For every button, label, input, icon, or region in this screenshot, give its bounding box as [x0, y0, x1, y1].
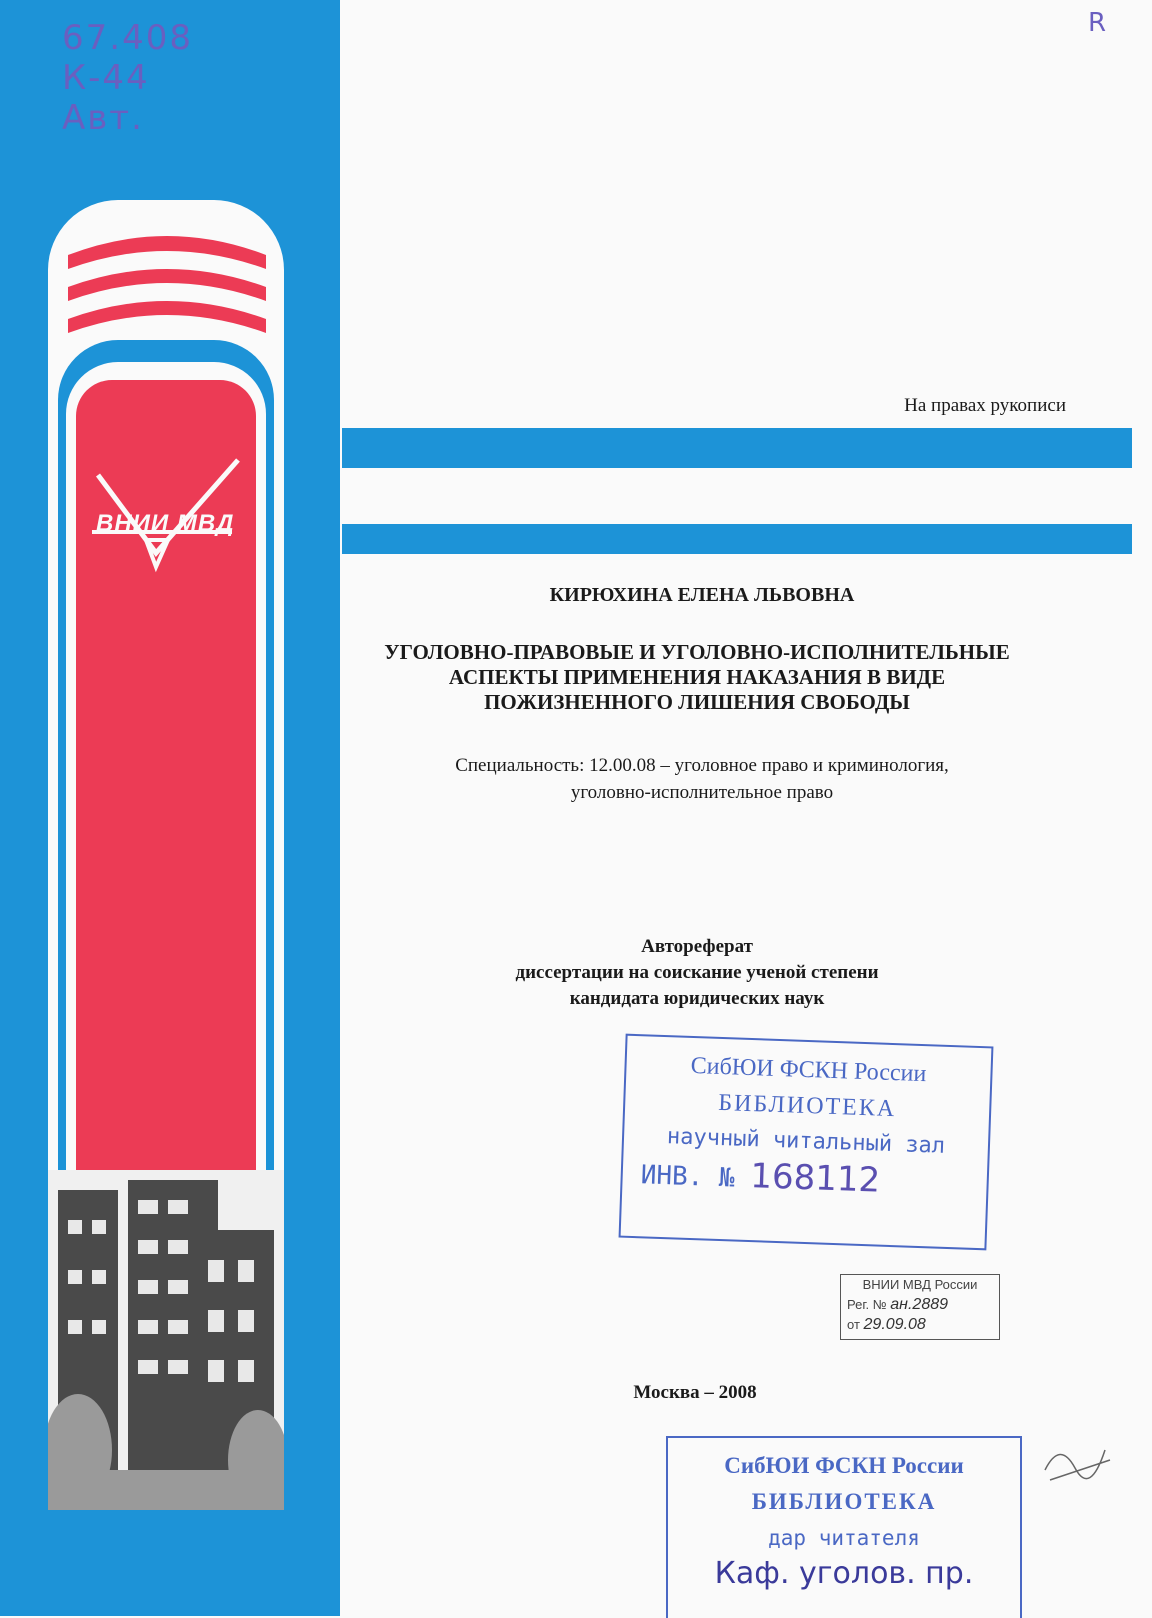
library-stamp-gift [666, 1436, 1022, 1618]
reg-date-row [841, 1315, 999, 1335]
abstract-line-2: диссертации на соискание ученой степени [515, 962, 879, 983]
abstract-line-1: Автореферат [641, 936, 753, 957]
reg-date-value: 29.09.08 [863, 1316, 926, 1333]
reg-date-label: от [847, 1317, 860, 1332]
title-line-2: АСПЕКТЫ ПРИМЕНЕНИЯ НАКАЗАНИЯ В ВИДЕ [448, 665, 946, 689]
reg-value: ан.2889 [890, 1296, 949, 1313]
logo-text: ВНИИ МВД [96, 510, 235, 537]
red-arcs-graphic [60, 225, 274, 355]
dissertation-title [342, 640, 1052, 715]
signature-scribble-icon [1040, 1430, 1120, 1490]
specialty [342, 752, 1062, 806]
inventory-label: ИНВ. № [640, 1160, 736, 1194]
stamp2-handwritten: Каф. уголов. пр. [714, 1556, 974, 1591]
abstract-description [342, 934, 1052, 1012]
building-drawing [48, 1170, 284, 1510]
reg-stamp-header: ВНИИ МВД России [862, 1277, 978, 1292]
reg-number-row [841, 1295, 999, 1315]
handwritten-call-number [62, 18, 193, 138]
inventory-number: 168112 [749, 1156, 881, 1201]
stamp2-line-1: СибЮИ ФСКН России [724, 1453, 964, 1478]
header-stripe-1 [342, 428, 1132, 468]
header-stripe-2 [342, 524, 1132, 554]
stamp1-line-2: БИБЛИОТЕКА [717, 1089, 897, 1123]
call-number-line-2: К-44 [62, 58, 150, 98]
corner-handwritten-mark: R [1088, 8, 1107, 38]
specialty-line-1: Специальность: 12.00.08 – уголовное право и криминология, [455, 755, 949, 776]
building-illustration [48, 1170, 284, 1510]
stamp2-line-2: БИБЛИОТЕКА [751, 1489, 937, 1514]
title-line-3: ПОЖИЗНЕННОГО ЛИШЕНИЯ СВОБОДЫ [484, 690, 910, 714]
registration-stamp [840, 1274, 1000, 1340]
place-year: Москва – 2008 [633, 1382, 757, 1403]
specialty-line-2: уголовно-исполнительное право [570, 782, 834, 803]
manuscript-note: На правах рукописи [904, 395, 1066, 416]
call-number-line-1: 67.408 [62, 18, 193, 58]
stamp1-line-1: СибЮИ ФСКН России [690, 1052, 927, 1088]
title-line-1: УГОЛОВНО-ПРАВОВЫЕ И УГОЛОВНО-ИСПОЛНИТЕЛЬНЫЕ [384, 640, 1010, 664]
call-number-line-3: Авт. [62, 98, 144, 138]
author-name: КИРЮХИНА ЕЛЕНА ЛЬВОВНА [549, 584, 855, 606]
abstract-line-3: кандидата юридических наук [569, 988, 825, 1009]
stamp2-line-3: дар читателя [768, 1526, 920, 1550]
reg-label: Рег. № [847, 1297, 887, 1312]
stamp1-line-3: научный читальный зал [666, 1124, 946, 1159]
library-stamp-reading-room [619, 1034, 994, 1251]
